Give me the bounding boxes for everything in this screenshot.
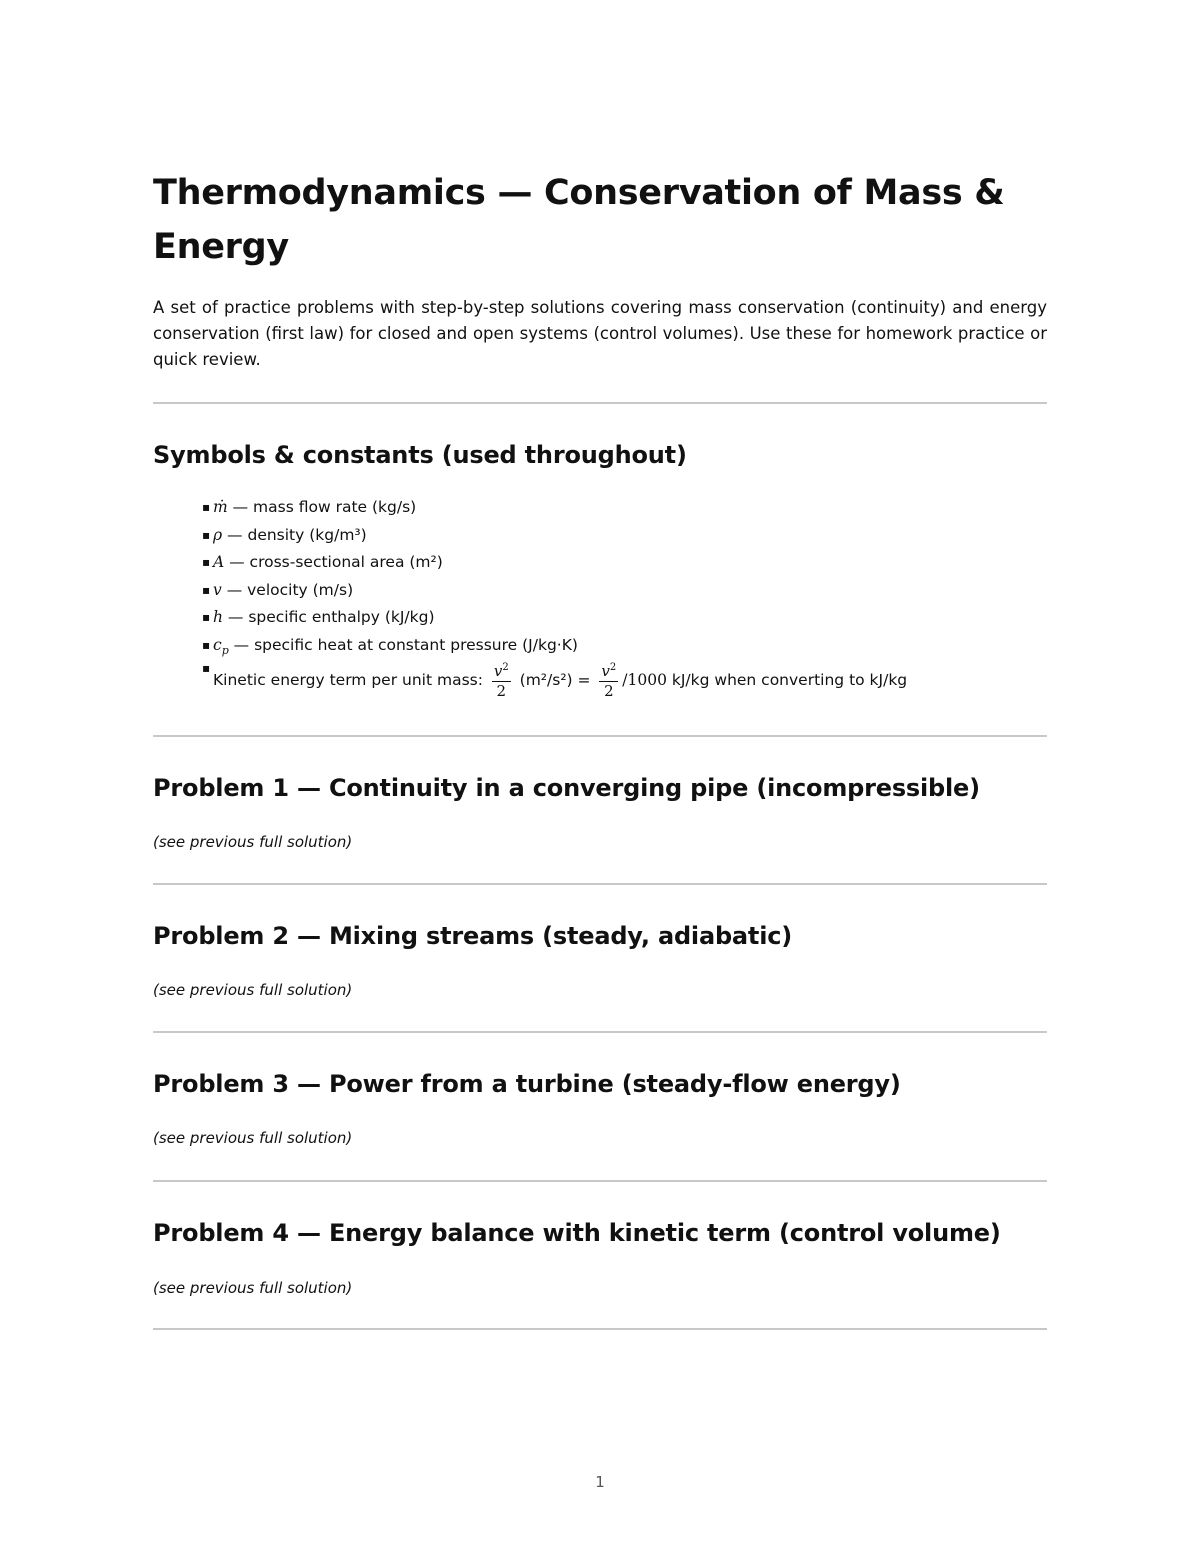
kinetic-label: Kinetic energy term per unit mass: (213, 671, 488, 690)
problem-1-heading: Problem 1 — Continuity in a converging pipe (incompressible) (153, 774, 980, 802)
problem-1-note: (see previous full solution) (153, 833, 353, 851)
symbol-description: — density (kg/m³) (222, 525, 367, 544)
list-item (202, 604, 1042, 632)
math-symbol: A (213, 553, 225, 571)
symbol-description: — specific enthalpy (kJ/kg) (222, 608, 435, 626)
divider (153, 402, 1047, 404)
problem-4-note: (see previous full solution) (153, 1279, 353, 1297)
symbol-description: — specific heat at constant pressure (J/kg·K) (228, 635, 578, 654)
fraction-v2-over-2: $\frac{v^2}{2}$ (493, 662, 509, 700)
list-item (202, 494, 1042, 522)
problem-2-note: (see previous full solution) (153, 981, 353, 999)
symbol-description: — mass flow rate (kg/s) (227, 498, 417, 516)
page-number: 1 (595, 1473, 605, 1491)
math-subscript: p (221, 643, 229, 657)
math-symbol: v (213, 580, 222, 599)
problem-3-heading: Problem 3 — Power from a turbine (steady-flow energy) (153, 1070, 901, 1098)
math-symbol: ṁ (213, 498, 228, 516)
problem-4-heading: Problem 4 — Energy balance with kinetic term (control volume) (153, 1219, 1001, 1247)
symbol-description: — cross-sectional area (m²) (224, 553, 443, 571)
math-symbol: ρ (213, 525, 223, 544)
problem-3-note: (see previous full solution) (153, 1129, 353, 1147)
divider (153, 883, 1047, 885)
kinetic-unit: (m²/s²) = (514, 671, 596, 690)
divider (153, 735, 1047, 737)
symbols-heading: Symbols & constants (used throughout) (153, 441, 687, 469)
bullet-icon: ▪ (202, 582, 211, 597)
bullet-icon: ▪ (202, 610, 211, 624)
list-item (202, 632, 1042, 660)
math-symbol: h (213, 608, 223, 626)
kinetic-tail: kJ/kg when converting to kJ/kg (666, 671, 908, 690)
math-symbol: c (213, 635, 222, 654)
bullet-icon: ▪ (202, 527, 211, 542)
bullet-icon: ▪ (202, 637, 211, 652)
problem-2-heading: Problem 2 — Mixing streams (steady, adiabatic) (153, 922, 793, 950)
list-item (202, 522, 1042, 550)
divider (153, 1180, 1047, 1182)
symbols-list (202, 494, 1042, 703)
list-item (202, 549, 1042, 577)
bullet-icon: ▪ (202, 500, 211, 514)
list-item (202, 577, 1042, 605)
intro-paragraph: A set of practice problems with step-by-step solutions covering mass conservation (continuity) and energy conservation (first law) for closed and open systems (control volumes). Use these for homework practice or quick review. (153, 298, 1047, 369)
divider (153, 1031, 1047, 1033)
symbol-description: — velocity (m/s) (221, 580, 354, 599)
bullet-icon: ▪ (202, 555, 211, 569)
fraction-v2-over-2-second: $\frac{v^2}{2}$ (601, 662, 617, 700)
divider (153, 1328, 1047, 1330)
bullet-icon: ▪ (202, 661, 211, 675)
list-item-kinetic-energy (202, 659, 1042, 703)
document-title: Thermodynamics — Conservation of Mass & Energy (153, 173, 1005, 267)
kinetic-divisor: /1000 (622, 671, 667, 690)
